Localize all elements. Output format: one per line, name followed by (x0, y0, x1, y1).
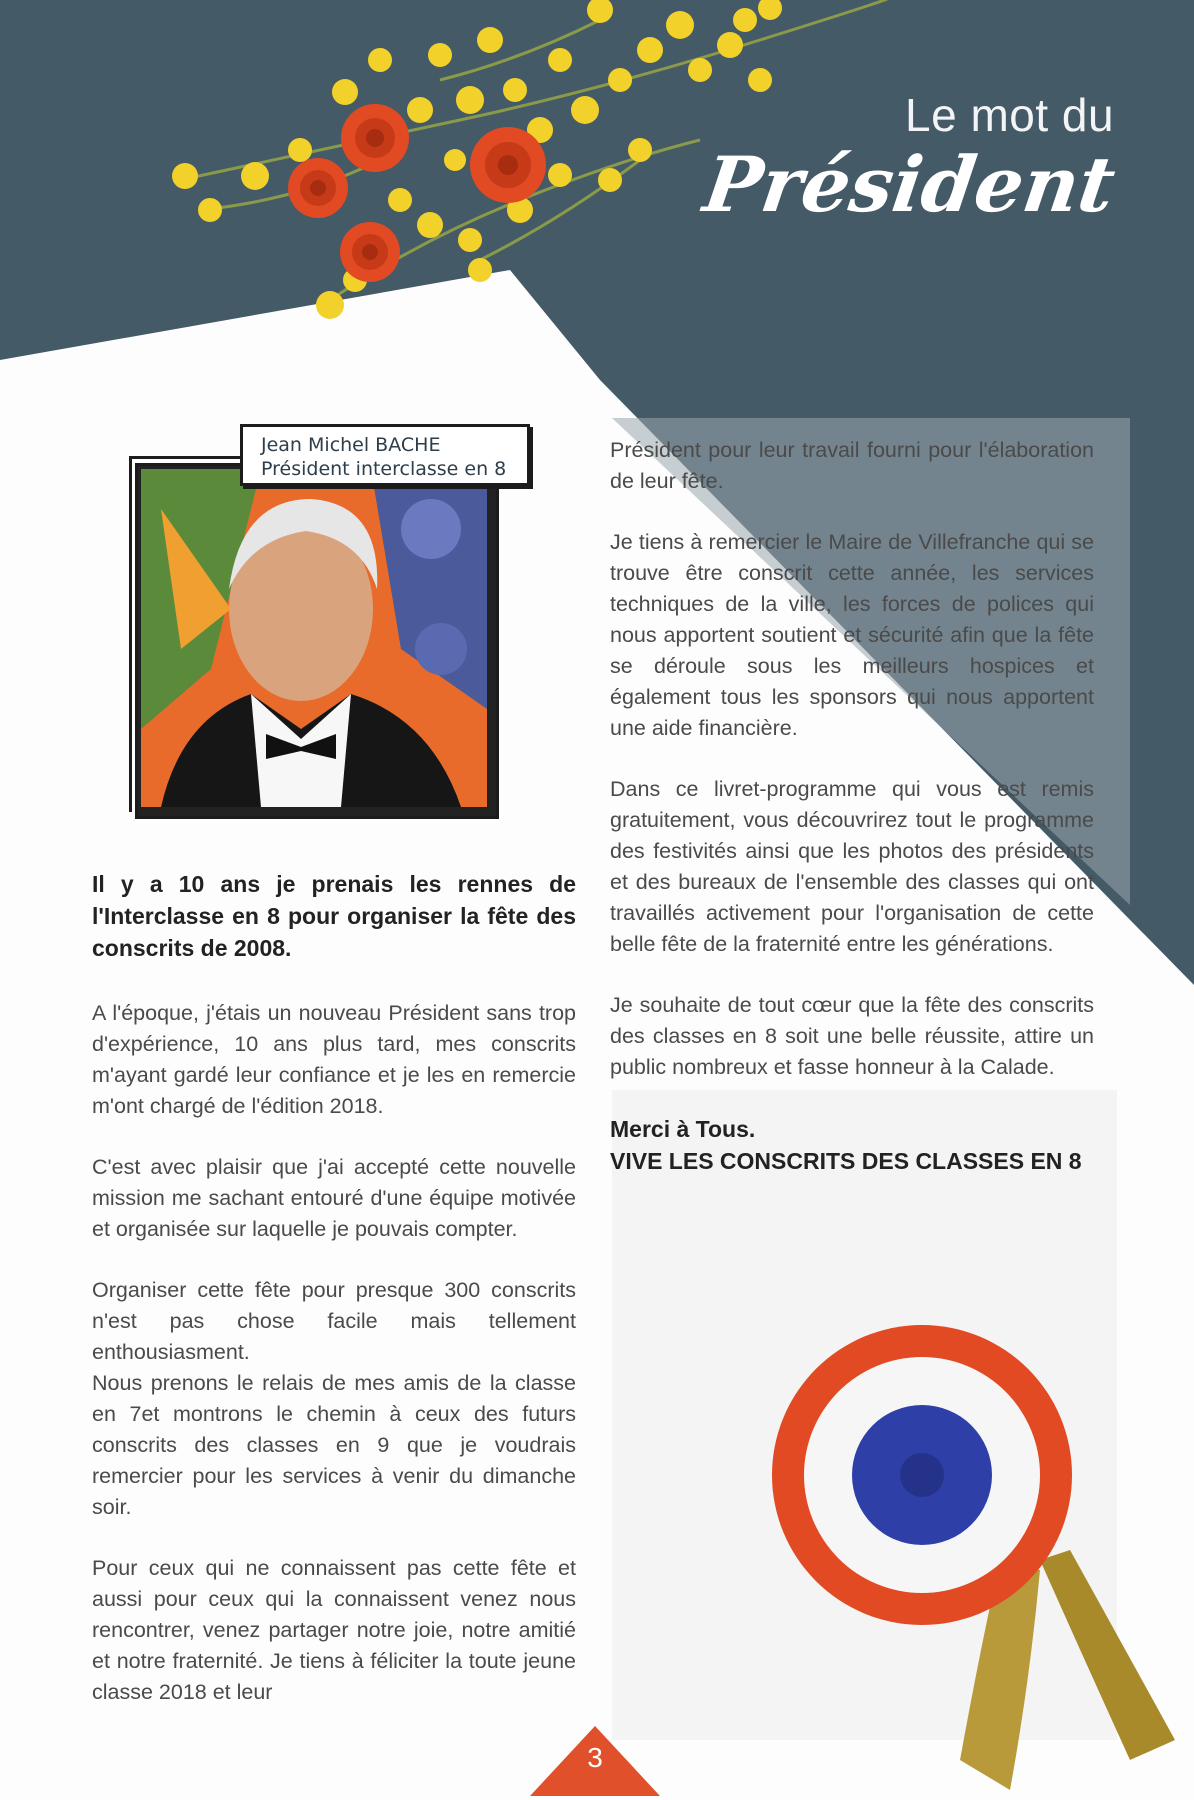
president-photo-frame (135, 463, 499, 819)
paragraph: C'est avec plaisir que j'ai accepté cette nouvelle mission me sachant entouré d'une équipe motivée et organisée sur laquelle je pouvais compter. (92, 1155, 576, 1241)
paragraph: Président pour leur travail fourni pour l'élaboration de leur fête. (610, 438, 1094, 493)
paragraph: A l'époque, j'étais un nouveau Président sans trop d'expérience, 10 ans plus tard, mes conscrits m'ayant gardé leur confiance et je les en remercie m'ont chargé de l'édition 2018. (92, 1001, 576, 1118)
caption-name: Jean Michel BACHE (261, 434, 441, 456)
right-text-column (610, 435, 1094, 1177)
page-number: 3 (587, 1742, 603, 1773)
header-title-small: Le mot du (905, 89, 1115, 141)
header-title-script: Président (698, 140, 1121, 229)
paragraph: Organiser cette fête pour presque 300 conscrits n'est pas chose facile mais tellement enthousiasment. (92, 1278, 576, 1364)
paragraph: Dans ce livret-programme qui vous est remis gratuitement, vous découvrirez tout le programme des festivités ainsi que les photos des présidents et des bureaux de l'ensemble des classes qui ont travaillés activement pour l'organisation de cette belle fête de la fraternité entre les générations. (610, 777, 1094, 956)
lead-paragraph: Il y a 10 ans je prenais les rennes de l'Interclasse en 8 pour organiser la fête des conscrits de 2008. (92, 871, 576, 961)
paragraph: Nous prenons le relais de mes amis de la classe en 7et montrons le chemin à ceux des futurs conscrits des classes en 9 que je voudrais remercier pour les services à venir du dimanche soir. (92, 1371, 576, 1519)
photo-caption (240, 424, 530, 486)
left-text-column (92, 868, 576, 1708)
paragraph: Je souhaite de tout cœur que la fête des conscrits des classes en 8 soit une belle réussite, attire un public nombreux et fasse honneur à la Calade. (610, 993, 1094, 1079)
president-photo (141, 469, 493, 813)
caption-role: Président interclasse en 8 (261, 458, 507, 480)
closing-thanks: Merci à Tous. (610, 1116, 756, 1142)
paragraph: Pour ceux qui ne connaissent pas cette fête et aussi pour ceux qui la connaissent venez nous rencontrer, venez partager notre joie, notre amitié et notre fraternité. Je tiens à féliciter la toute jeune classe 2018 et leur (92, 1556, 576, 1704)
closing-slogan: VIVE LES CONSCRITS DES CLASSES EN 8 (610, 1148, 1082, 1174)
paragraph: Je tiens à remercier le Maire de Villefranche qui se trouve être conscrit cette année, les services techniques de la ville, les forces de polices qui nous apportent soutient et sécurité afin que la fête se déroule sous les meilleurs hospices et également tous les sponsors qui nous apportent une aide financière. (610, 530, 1094, 740)
portrait-illustration (141, 469, 487, 807)
